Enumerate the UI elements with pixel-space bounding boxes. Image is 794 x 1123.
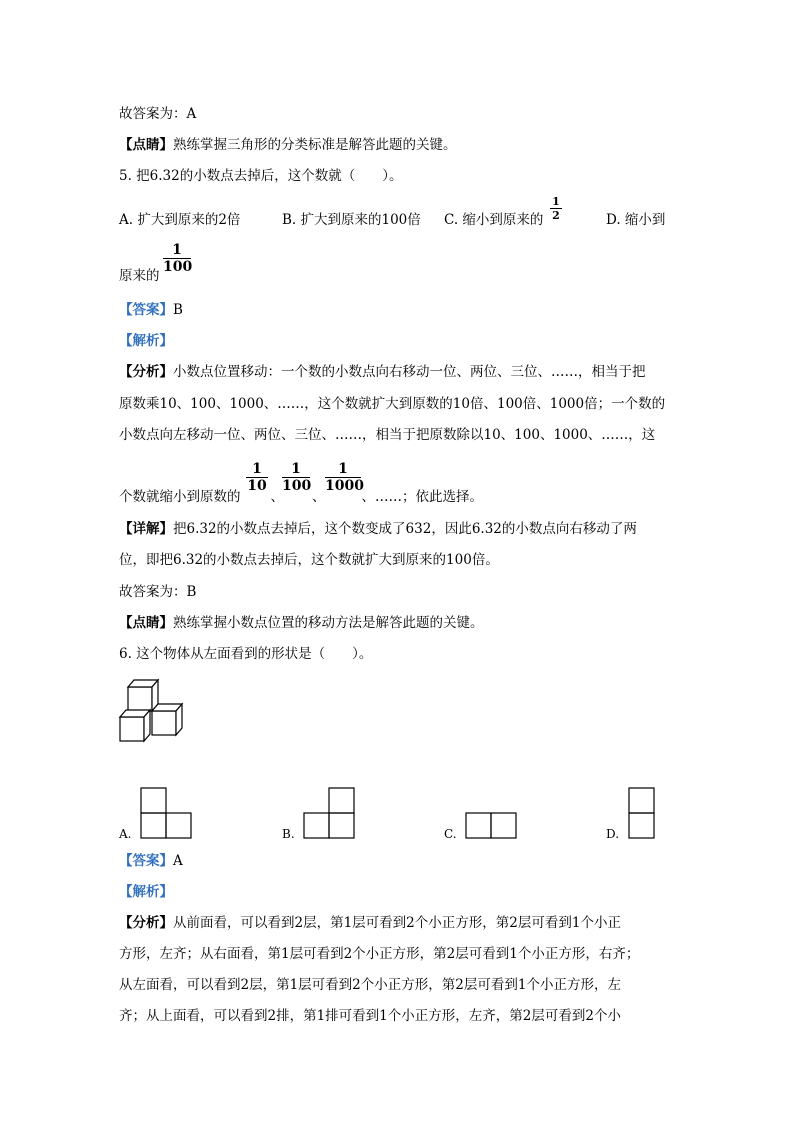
q6-fenxi-line-3: 从左面看，可以看到2层，第1层可看到2个小正方形，第2层可看到1个小正方形，左 <box>119 977 621 993</box>
comment-tag: 【点睛】 <box>119 615 173 631</box>
q5-detail-line-2: 位，即把6.32的小数点去掉后，这个数就扩大到原来的100倍。 <box>119 552 499 568</box>
q5-comment <box>119 613 484 633</box>
detail-text: 把6.32的小数点去掉后，这个数变成了632，因此6.32的小数点向右移动了两 <box>173 521 637 537</box>
q5-stem: 5. 把6.32的小数点去掉后，这个数就（ ）。 <box>119 168 403 184</box>
answer-value: A <box>173 853 183 869</box>
q6-option-a-label: A. <box>119 827 132 841</box>
q5-answer-line: 故答案为：B <box>119 584 197 600</box>
q5-option-c-fraction <box>550 195 562 222</box>
cube-figure <box>118 677 188 743</box>
q6-stem: 6. 这个物体从左面看到的形状是（ ）。 <box>119 646 373 662</box>
fraction-denominator: 100 <box>163 259 193 275</box>
q6-option-d-shape <box>628 787 656 839</box>
comment-tag: 【点睛】 <box>119 137 173 153</box>
fraction-numerator: 1 <box>338 461 348 477</box>
q6-fenxi-line-2: 方形，左齐；从右面看，第1层可看到2个小正方形，第2层可看到1个小正方形，右齐； <box>119 946 640 962</box>
q6-option-a-shape <box>140 787 193 839</box>
comment-text: 熟练掌握三角形的分类标准是解答此题的关键。 <box>173 137 457 153</box>
separator: 、 <box>270 489 284 505</box>
q6-answer <box>119 851 183 871</box>
q5-option-d-fraction <box>163 242 191 275</box>
fraction-denominator: 100 <box>282 478 312 494</box>
q5-fenxi-line-1 <box>119 362 646 382</box>
q5-fenxi-line-3: 小数点向左移动一位、两位、三位、……，相当于把原数除以10、100、1000、……，这 <box>119 427 656 443</box>
fraction-denominator: 10 <box>247 478 267 494</box>
separator: 、 <box>312 489 326 505</box>
fraction-denominator: 1000 <box>325 478 364 494</box>
q5-fenxi-line-2: 原数乘10、100、1000、……，这个数就扩大到原数的10倍、100倍、1000倍；一个数的 <box>119 396 666 412</box>
q6-option-b-shape <box>303 787 356 839</box>
fraction-numerator: 1 <box>552 195 560 208</box>
fraction-1-100 <box>282 461 310 494</box>
fraction-1-1000 <box>325 461 364 494</box>
fraction-denominator: 2 <box>552 209 560 222</box>
fenxi-text: 、……；依此选择。 <box>361 489 483 505</box>
fraction-1-10 <box>246 461 268 494</box>
fraction-numerator: 1 <box>291 461 301 477</box>
q5-option-d: D. 缩小到 <box>606 212 666 228</box>
q5-option-b: B. 扩大到原来的100倍 <box>282 212 421 228</box>
fenxi-text: 小数点位置移动：一个数的小数点向右移动一位、两位、三位、……，相当于把 <box>173 364 646 380</box>
analysis-tag: 【解析】 <box>119 333 173 349</box>
q5-option-c: C. 缩小到原来的 <box>444 212 544 228</box>
detail-tag: 【详解】 <box>119 521 173 537</box>
q6-option-c-label: C. <box>444 827 457 841</box>
fenxi-text: 从前面看，可以看到2层，第1层可看到2个小正方形，第2层可看到1个小正 <box>173 915 621 931</box>
fraction-numerator: 1 <box>172 242 182 258</box>
q5-detail-line-1 <box>119 519 637 539</box>
q6-fenxi-line-1 <box>119 913 621 933</box>
q5-option-d-cont: 原来的 <box>119 268 160 284</box>
q6-fenxi-line-4: 齐；从上面看，可以看到2排，第1排可看到1个小正方形，左齐，第2层可看到2个小 <box>119 1008 621 1024</box>
q5-option-a: A. 扩大到原来的2倍 <box>119 212 241 228</box>
fenxi-tag: 【分析】 <box>119 915 173 931</box>
fraction-numerator: 1 <box>252 461 262 477</box>
q6-option-d-label: D. <box>606 827 620 841</box>
analysis-tag: 【解析】 <box>119 884 173 900</box>
answer-tag: 【答案】 <box>119 853 173 869</box>
answer-tag: 【答案】 <box>119 302 173 318</box>
q6-analysis-heading <box>119 882 173 902</box>
fenxi-tag: 【分析】 <box>119 364 173 380</box>
q6-option-c-shape <box>465 812 518 839</box>
q6-option-b-label: B. <box>282 827 295 841</box>
q4-comment <box>119 135 457 155</box>
q4-answer-line: 故答案为：A <box>119 106 197 122</box>
q5-answer <box>119 300 183 320</box>
fenxi-text: 个数就缩小到原数的 <box>119 489 241 505</box>
comment-text: 熟练掌握小数点位置的移动方法是解答此题的关键。 <box>173 615 484 631</box>
q5-analysis-heading <box>119 331 173 351</box>
answer-value: B <box>173 302 183 318</box>
